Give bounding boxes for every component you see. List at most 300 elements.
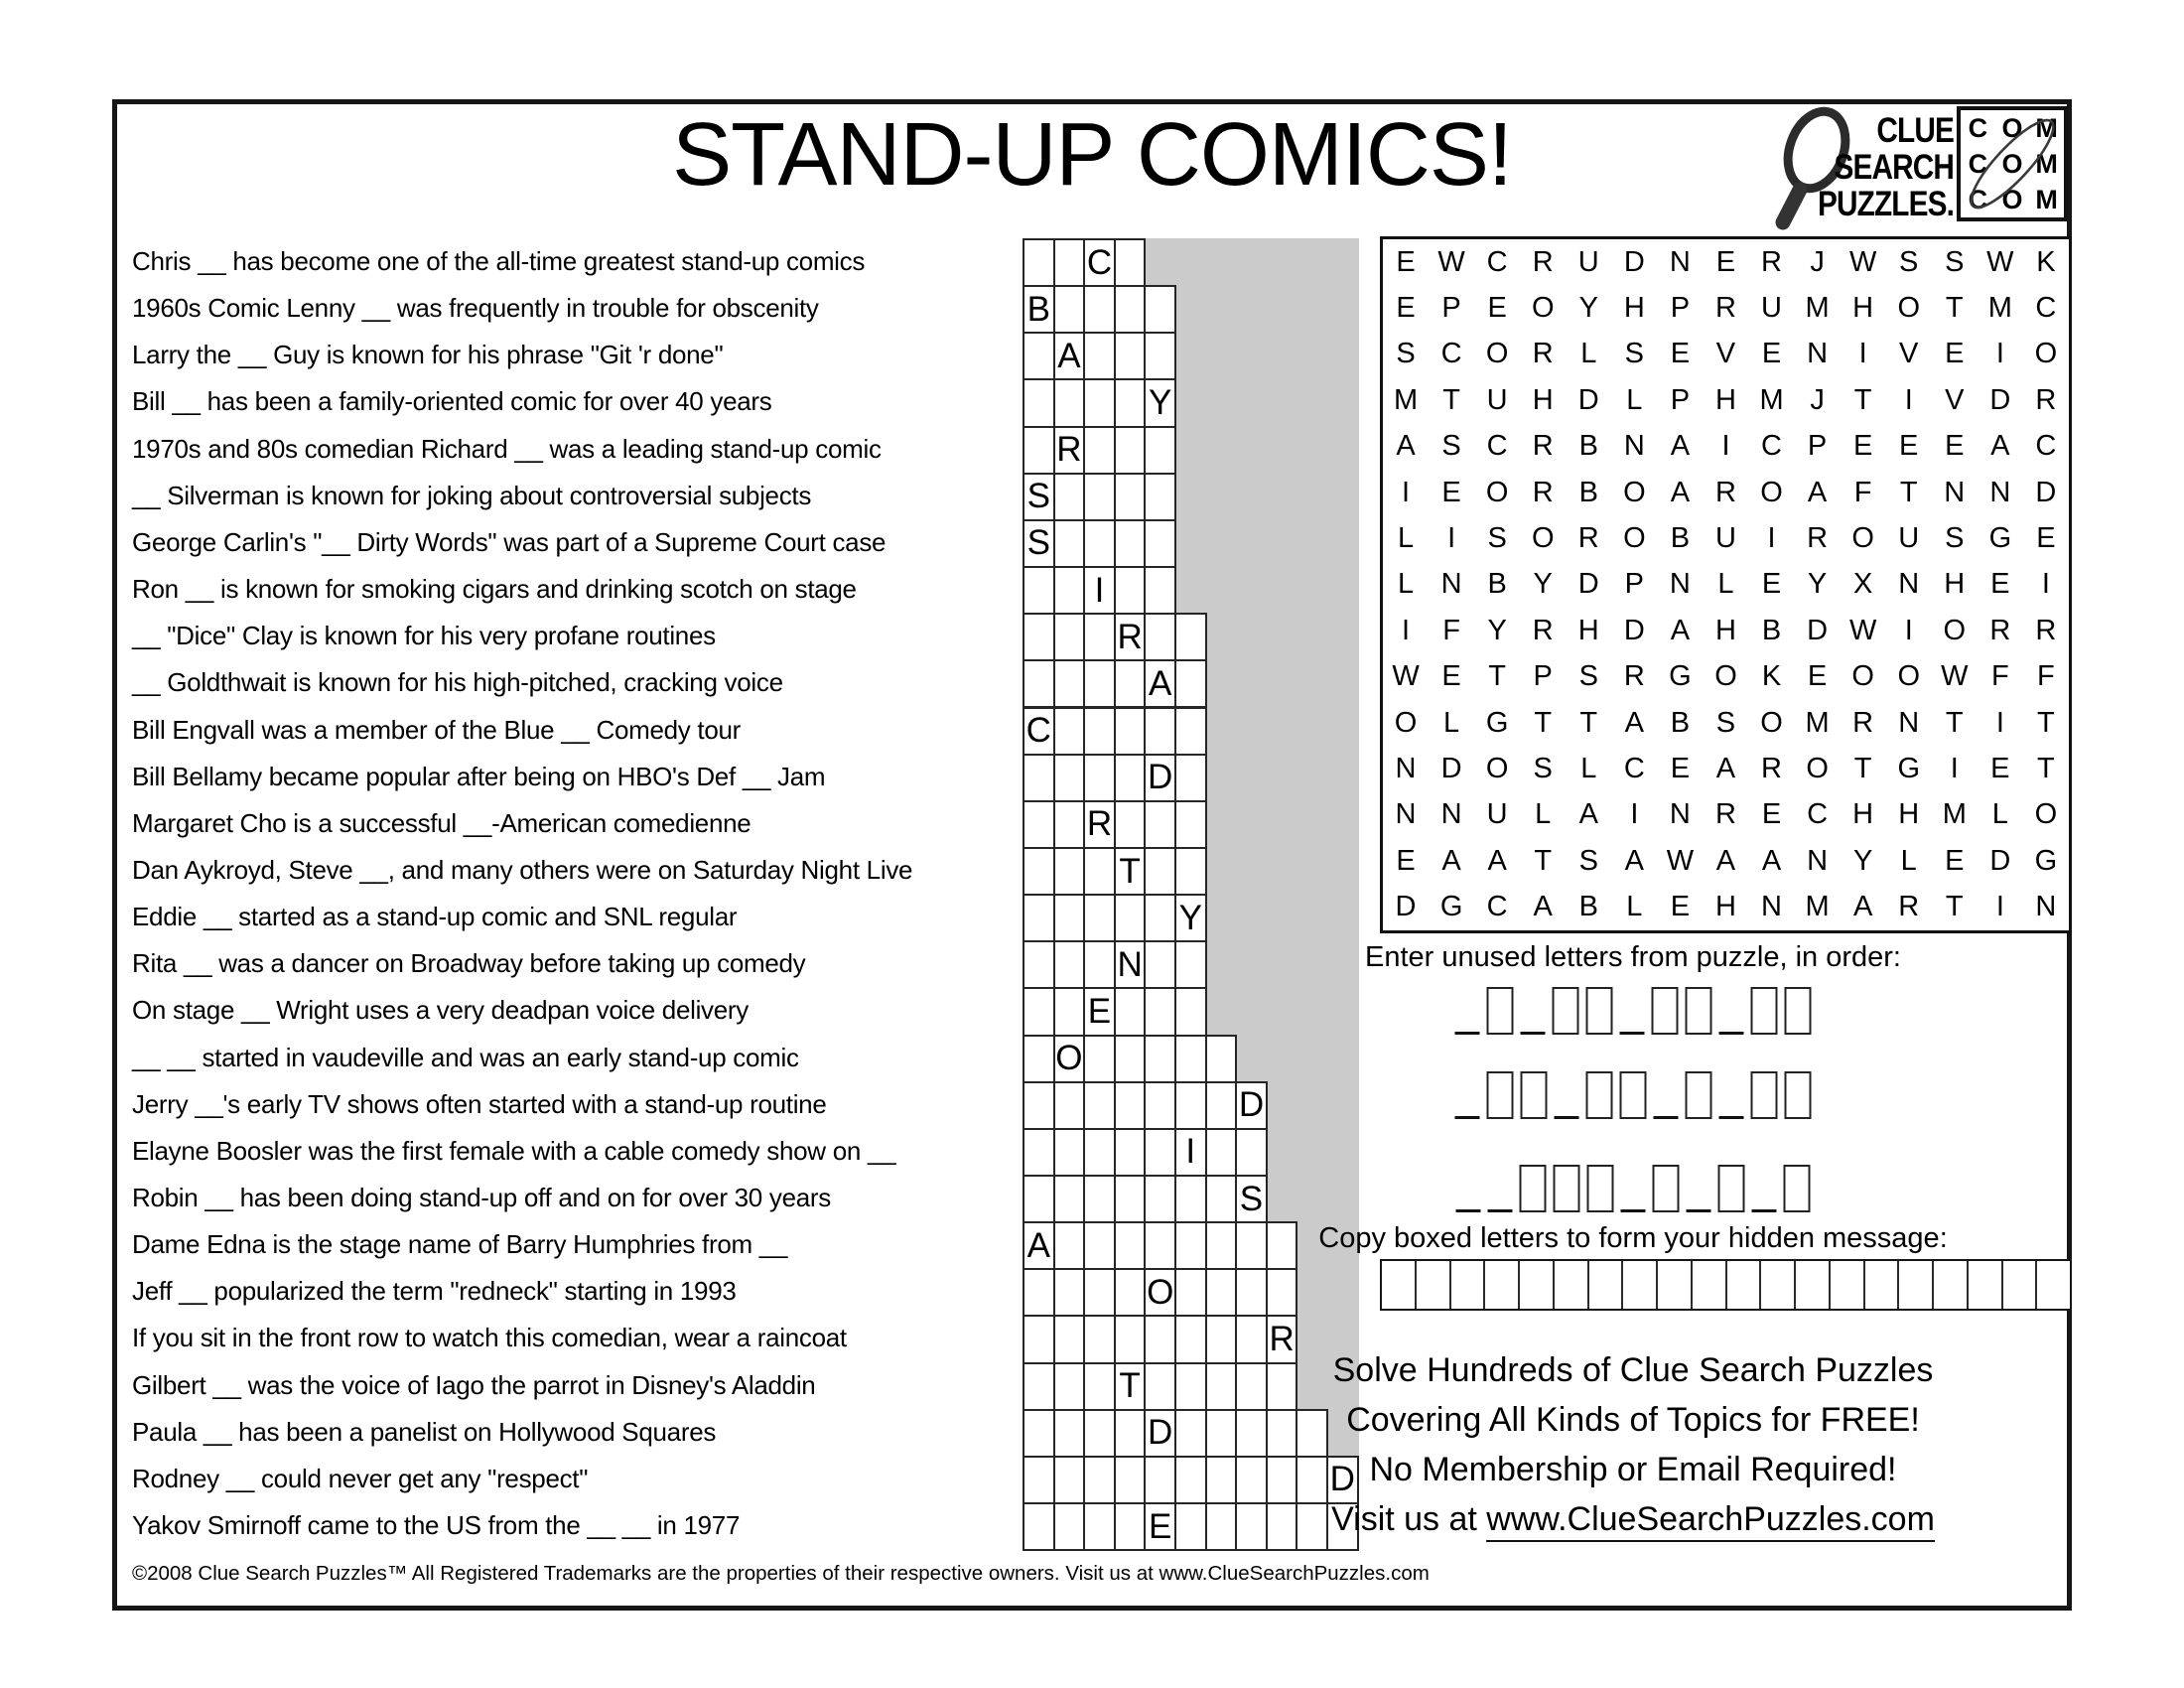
crossword-cell[interactable] <box>1083 847 1116 896</box>
crossword-cell[interactable] <box>1266 1315 1298 1363</box>
wordsearch-letter: N <box>1440 568 1462 601</box>
hidden-message-cell[interactable] <box>1623 1261 1658 1309</box>
crossword-cell[interactable] <box>1083 566 1116 615</box>
crossword-cell[interactable] <box>1023 378 1055 427</box>
crossword-cell[interactable] <box>1235 1221 1268 1270</box>
crossword-cell[interactable] <box>1235 1362 1268 1411</box>
boxed-letter-slot[interactable] <box>1751 987 1778 1035</box>
wordsearch-letter: A <box>1441 844 1461 877</box>
crossword-cell[interactable] <box>1114 1268 1147 1317</box>
crossword-cell[interactable] <box>1174 1502 1207 1551</box>
crossword-cell[interactable] <box>1053 332 1086 380</box>
wordsearch-letter: S <box>1899 245 1919 278</box>
boxed-letter-slot[interactable] <box>1785 987 1812 1035</box>
hidden-message-cell[interactable] <box>2003 1261 2038 1309</box>
crossword-cell[interactable] <box>1235 1315 1268 1363</box>
crossword-cell[interactable] <box>1174 1175 1207 1223</box>
crossword-cell[interactable] <box>1083 613 1116 661</box>
crossword-cell[interactable] <box>1114 987 1147 1036</box>
crossword-cell[interactable] <box>1023 1128 1055 1177</box>
crossword-cell[interactable] <box>1053 613 1086 661</box>
crossword-cell[interactable] <box>1205 1128 1238 1177</box>
crossword-cell[interactable] <box>1114 707 1147 756</box>
crossword-cell[interactable] <box>1053 378 1086 427</box>
wordsearch-letter: U <box>1486 798 1508 831</box>
crossword-cell[interactable] <box>1053 1128 1086 1177</box>
boxed-letter-slot[interactable] <box>1587 1165 1614 1212</box>
wordsearch-letter: U <box>1577 245 1599 278</box>
crossword-cell[interactable] <box>1053 1268 1086 1317</box>
crossword-cell[interactable] <box>1083 1035 1116 1083</box>
crossword-cell[interactable] <box>1205 1456 1238 1504</box>
crossword-cell[interactable] <box>1266 1221 1298 1270</box>
crossword-cell[interactable] <box>1023 754 1055 802</box>
crossword-cell[interactable] <box>1144 1221 1176 1270</box>
boxed-letter-slot[interactable] <box>1653 1165 1680 1212</box>
crossword-cell[interactable] <box>1174 1128 1207 1177</box>
crossword-cell[interactable] <box>1053 1315 1086 1363</box>
crossword-cell[interactable] <box>1296 1502 1328 1551</box>
crossword-cell[interactable] <box>1053 1456 1086 1504</box>
crossword-cell[interactable] <box>1144 1456 1176 1504</box>
crossword-cell[interactable] <box>1083 473 1116 521</box>
crossword-cell[interactable] <box>1144 566 1176 615</box>
wordsearch-letter: L <box>1397 568 1415 601</box>
wordsearch-letter: U <box>1761 292 1782 325</box>
crossword-cell[interactable] <box>1083 754 1116 802</box>
boxed-letter-slot[interactable] <box>1784 1165 1811 1212</box>
crossword-hint-letter: C <box>1025 711 1051 751</box>
crossword-cell[interactable] <box>1053 1409 1086 1458</box>
wordsearch-letter: I <box>1950 752 1959 784</box>
crossword-cell[interactable] <box>1174 1081 1207 1130</box>
hidden-message-cell[interactable] <box>1589 1261 1624 1309</box>
wordsearch-letter: E <box>1761 798 1782 831</box>
underscore-letter-slot[interactable] <box>1719 1071 1744 1119</box>
crossword-cell[interactable] <box>1144 1128 1176 1177</box>
crossword-cell[interactable] <box>1266 1409 1298 1458</box>
crossword-cell[interactable] <box>1144 754 1176 802</box>
crossword-cell[interactable] <box>1144 987 1176 1036</box>
crossword-cell[interactable] <box>1235 1409 1268 1458</box>
crossword-cell[interactable] <box>1174 894 1207 942</box>
wordsearch-letter: L <box>1717 568 1734 601</box>
crossword-cell[interactable] <box>1235 1268 1268 1317</box>
crossword-cell[interactable] <box>1205 1315 1238 1363</box>
crossword-cell[interactable] <box>1053 1175 1086 1223</box>
crossword-cell[interactable] <box>1083 1081 1116 1130</box>
crossword-cell[interactable] <box>1114 1221 1147 1270</box>
crossword-cell[interactable] <box>1114 940 1147 989</box>
crossword-cell[interactable] <box>1083 1362 1116 1411</box>
wordsearch-letter: L <box>1991 798 2008 831</box>
hidden-message-cell[interactable] <box>1555 1261 1589 1309</box>
crossword-cell[interactable] <box>1235 1175 1268 1223</box>
crossword-cell[interactable] <box>1023 940 1055 989</box>
wordsearch-letter: D <box>1989 844 2011 877</box>
wordsearch-letter: L <box>1397 522 1415 555</box>
crossword-cell[interactable] <box>1144 1502 1176 1551</box>
crossword-cell[interactable] <box>1266 1456 1298 1504</box>
wordsearch-letter: O <box>1485 476 1509 508</box>
crossword-cell[interactable] <box>1114 285 1147 334</box>
crossword-cell[interactable] <box>1083 1456 1116 1504</box>
crossword-cell[interactable] <box>1114 754 1147 802</box>
underscore-letter-slot[interactable] <box>1555 1071 1579 1119</box>
underscore-letter-slot[interactable] <box>1719 987 1744 1035</box>
hidden-message-cell[interactable] <box>1451 1261 1486 1309</box>
crossword-cell[interactable] <box>1144 1315 1176 1363</box>
crossword-cell[interactable] <box>1144 332 1176 380</box>
crossword-cell[interactable] <box>1114 847 1147 896</box>
crossword-cell[interactable] <box>1023 238 1055 287</box>
crossword-cell[interactable] <box>1053 285 1086 334</box>
crossword-cell[interactable] <box>1114 894 1147 942</box>
crossword-cell[interactable] <box>1023 1175 1055 1223</box>
crossword-cell[interactable] <box>1205 1035 1238 1083</box>
crossword-cell[interactable] <box>1114 473 1147 521</box>
wordsearch-letter: H <box>1714 383 1736 416</box>
crossword-cell[interactable] <box>1053 1502 1086 1551</box>
crossword-cell[interactable] <box>1205 1362 1238 1411</box>
crossword-cell[interactable] <box>1144 707 1176 756</box>
crossword-cell[interactable] <box>1174 1456 1207 1504</box>
crossword-cell[interactable] <box>1053 940 1086 989</box>
boxed-letter-slot[interactable] <box>1521 1071 1548 1119</box>
crossword-cell[interactable] <box>1144 285 1176 334</box>
crossword-cell[interactable] <box>1083 426 1116 475</box>
underscore-letter-slot[interactable] <box>1521 987 1546 1035</box>
crossword-cell[interactable] <box>1174 800 1207 849</box>
wordsearch-letter: M <box>1805 891 1830 923</box>
underscore-letter-slot[interactable] <box>1620 987 1645 1035</box>
wordsearch-letter: D <box>1395 891 1417 923</box>
crossword-cell[interactable] <box>1083 1221 1116 1270</box>
crossword-cell[interactable] <box>1266 1362 1298 1411</box>
wordsearch-letter: M <box>1942 798 1967 831</box>
boxed-letter-slot[interactable] <box>1620 1071 1647 1119</box>
crossword-cell[interactable] <box>1083 707 1116 756</box>
crossword-cell[interactable] <box>1053 473 1086 521</box>
wordsearch-letter: A <box>1807 476 1828 508</box>
crossword-cell[interactable] <box>1174 987 1207 1036</box>
crossword-cell[interactable] <box>1114 613 1147 661</box>
crossword-cell[interactable] <box>1023 566 1055 615</box>
crossword-cell[interactable] <box>1235 1502 1268 1551</box>
hidden-message-cell[interactable] <box>1761 1261 1796 1309</box>
crossword-cell[interactable] <box>1174 847 1207 896</box>
underscore-letter-slot[interactable] <box>1455 987 1480 1035</box>
crossword-cell[interactable] <box>1023 847 1055 896</box>
hidden-message-cell[interactable] <box>1969 1261 2003 1309</box>
crossword-cell[interactable] <box>1083 1128 1116 1177</box>
crossword-cell[interactable] <box>1114 1456 1147 1504</box>
crossword-cell[interactable] <box>1205 1409 1238 1458</box>
wordsearch-letter: C <box>2035 430 2057 463</box>
crossword-cell[interactable] <box>1023 894 1055 942</box>
hidden-message-cell[interactable] <box>2037 1261 2070 1309</box>
hidden-message-cell[interactable] <box>1899 1261 1934 1309</box>
hidden-message-cell[interactable] <box>1831 1261 1865 1309</box>
crossword-cell[interactable] <box>1174 1035 1207 1083</box>
crossword-cell[interactable] <box>1023 285 1055 334</box>
crossword-cell[interactable] <box>1023 519 1055 568</box>
wordsearch-letter: L <box>1580 752 1597 784</box>
boxed-letter-slot[interactable] <box>1686 987 1712 1035</box>
crossword-cell[interactable] <box>1174 613 1207 661</box>
crossword-cell[interactable] <box>1114 519 1147 568</box>
wordsearch-letter: N <box>1989 476 2011 508</box>
underscore-letter-slot[interactable] <box>1752 1165 1777 1212</box>
crossword-cell[interactable] <box>1114 1035 1147 1083</box>
crossword-cell[interactable] <box>1235 1081 1268 1130</box>
wordsearch-letter: S <box>1945 245 1965 278</box>
crossword-cell[interactable] <box>1144 894 1176 942</box>
crossword-cell[interactable] <box>1114 426 1147 475</box>
crossword-cell[interactable] <box>1023 1456 1055 1504</box>
website-link[interactable]: www.ClueSearchPuzzles.com <box>1486 1500 1935 1542</box>
crossword-cell[interactable] <box>1114 332 1147 380</box>
crossword-cell[interactable] <box>1266 1268 1298 1317</box>
crossword-cell[interactable] <box>1023 707 1055 756</box>
clue-line: Dame Edna is the stage name of Barry Humphries from __ <box>132 1229 788 1260</box>
boxed-letter-slot[interactable] <box>1554 1165 1580 1212</box>
crossword-cell[interactable] <box>1114 1128 1147 1177</box>
crossword-cell[interactable] <box>1053 238 1086 287</box>
crossword-cell[interactable] <box>1023 426 1055 475</box>
crossword-cell[interactable] <box>1296 1456 1328 1504</box>
clue-line: Robin __ has been doing stand-up off and on for over 30 years <box>132 1183 831 1212</box>
hidden-message-cell[interactable] <box>1796 1261 1831 1309</box>
wordsearch-letter: R <box>2035 614 2057 646</box>
hidden-message-cell[interactable] <box>1520 1261 1555 1309</box>
hidden-message-cell[interactable] <box>1485 1261 1520 1309</box>
crossword-cell[interactable] <box>1023 1221 1055 1270</box>
crossword-cell[interactable] <box>1083 1409 1116 1458</box>
crossword-cell[interactable] <box>1083 1315 1116 1363</box>
wordsearch-letter: T <box>1534 706 1553 739</box>
crossword-cell[interactable] <box>1053 1362 1086 1411</box>
crossword-cell[interactable] <box>1023 1409 1055 1458</box>
crossword-cell[interactable] <box>1053 894 1086 942</box>
boxed-letter-slot[interactable] <box>1520 1165 1547 1212</box>
underscore-letter-slot[interactable] <box>1687 1165 1711 1212</box>
crossword-cell[interactable] <box>1144 1362 1176 1411</box>
underscore-letter-slot[interactable] <box>1654 1071 1679 1119</box>
crossword-cell[interactable] <box>1144 426 1176 475</box>
crossword-cell[interactable] <box>1023 1268 1055 1317</box>
crossword-cell[interactable] <box>1114 566 1147 615</box>
clue-line: Bill __ has been a family-oriented comic for over 40 years <box>132 386 772 417</box>
clue-line: __ Goldthwait is known for his high-pitched, cracking voice <box>132 667 783 698</box>
crossword-cell[interactable] <box>1053 800 1086 849</box>
crossword-cell[interactable] <box>1083 659 1116 708</box>
clue-line: Dan Aykroyd, Steve __, and many others were on Saturday Night Live <box>132 854 913 885</box>
boxed-letter-slot[interactable] <box>1751 1071 1778 1119</box>
hidden-message-cell[interactable] <box>1417 1261 1451 1309</box>
wordsearch-letter: E <box>1899 430 1919 463</box>
crossword-cell[interactable] <box>1023 1315 1055 1363</box>
crossword-cell[interactable] <box>1144 1409 1176 1458</box>
boxed-letter-slot[interactable] <box>1487 987 1514 1035</box>
crossword-cell[interactable] <box>1144 519 1176 568</box>
boxed-letter-slot[interactable] <box>1553 987 1579 1035</box>
crossword-cell[interactable] <box>1053 659 1086 708</box>
crossword-cell[interactable] <box>1144 847 1176 896</box>
wordsearch-letter: M <box>1805 292 1830 325</box>
crossword-cell[interactable] <box>1053 1221 1086 1270</box>
crossword-cell[interactable] <box>1083 1268 1116 1317</box>
crossword-cell[interactable] <box>1114 238 1147 287</box>
wordsearch-letter: A <box>1852 891 1873 923</box>
crossword-cell[interactable] <box>1083 800 1116 849</box>
wordsearch-letter: G <box>2034 844 2058 877</box>
crossword-cell[interactable] <box>1235 1128 1268 1177</box>
clue-line: Rita __ was a dancer on Broadway before taking up comedy <box>132 948 806 979</box>
crossword-hint-letter: I <box>1094 570 1105 610</box>
crossword-cell[interactable] <box>1053 754 1086 802</box>
crossword-cell[interactable] <box>1144 940 1176 989</box>
crossword-cell[interactable] <box>1144 1035 1176 1083</box>
crossword-cell[interactable] <box>1053 1035 1086 1083</box>
crossword-cell[interactable] <box>1053 426 1086 475</box>
wordsearch-row <box>1383 239 2069 285</box>
crossword-cell[interactable] <box>1114 1081 1147 1130</box>
crossword-cell[interactable] <box>1144 613 1176 661</box>
crossword-cell[interactable] <box>1174 754 1207 802</box>
crossword-cell[interactable] <box>1205 1221 1238 1270</box>
wordsearch-letter: O <box>1623 476 1646 508</box>
crossword-cell[interactable] <box>1083 238 1116 287</box>
wordsearch-letter: O <box>1851 660 1874 693</box>
boxed-letter-slot[interactable] <box>1686 1071 1712 1119</box>
crossword-cell[interactable] <box>1174 707 1207 756</box>
crossword-cell[interactable] <box>1144 378 1176 427</box>
crossword-cell[interactable] <box>1053 987 1086 1036</box>
hidden-message-cell[interactable] <box>1865 1261 1900 1309</box>
crossword-cell[interactable] <box>1023 987 1055 1036</box>
crossword-cell[interactable] <box>1114 1315 1147 1363</box>
crossword-cell[interactable] <box>1053 707 1086 756</box>
crossword-cell[interactable] <box>1174 1221 1207 1270</box>
crossword-cell[interactable] <box>1023 613 1055 661</box>
wordsearch-row <box>1383 884 2069 929</box>
boxed-letter-slot[interactable] <box>1718 1165 1745 1212</box>
crossword-cell[interactable] <box>1114 1362 1147 1411</box>
crossword-cell[interactable] <box>1144 473 1176 521</box>
crossword-cell[interactable] <box>1235 1456 1268 1504</box>
crossword-cell[interactable] <box>1083 1175 1116 1223</box>
wordsearch-letter: C <box>1807 798 1829 831</box>
crossword-cell[interactable] <box>1205 1268 1238 1317</box>
crossword-cell[interactable] <box>1083 285 1116 334</box>
crossword-cell[interactable] <box>1023 1502 1055 1551</box>
crossword-cell[interactable] <box>1144 800 1176 849</box>
crossword-cell[interactable] <box>1023 473 1055 521</box>
crossword-cell[interactable] <box>1053 566 1086 615</box>
crossword-cell[interactable] <box>1114 800 1147 849</box>
hidden-message-cell[interactable] <box>1727 1261 1762 1309</box>
crossword-cell[interactable] <box>1174 940 1207 989</box>
underscore-letter-slot[interactable] <box>1488 1165 1513 1212</box>
crossword-hint-letter: Y <box>1149 383 1172 422</box>
crossword-cell[interactable] <box>1083 894 1116 942</box>
crossword-cell[interactable] <box>1144 659 1176 708</box>
crossword-cell[interactable] <box>1296 1409 1328 1458</box>
crossword-cell[interactable] <box>1174 1315 1207 1363</box>
crossword-cell[interactable] <box>1023 800 1055 849</box>
underscore-letter-slot[interactable] <box>1621 1165 1646 1212</box>
wordsearch-letter: W <box>1437 245 1465 278</box>
boxed-letter-slot[interactable] <box>1487 1071 1514 1119</box>
crossword-cell[interactable] <box>1205 1175 1238 1223</box>
wordsearch-letter: H <box>1532 383 1554 416</box>
crossword-cell[interactable] <box>1083 519 1116 568</box>
crossword-cell[interactable] <box>1114 1175 1147 1223</box>
crossword-cell[interactable] <box>1266 1502 1298 1551</box>
crossword-cell[interactable] <box>1053 1081 1086 1130</box>
wordsearch-letter: E <box>1761 338 1782 370</box>
wordsearch-letter: F <box>1442 614 1460 646</box>
crossword-cell[interactable] <box>1326 1456 1359 1504</box>
crossword-cell[interactable] <box>1205 1081 1238 1130</box>
crossword-cell[interactable] <box>1023 659 1055 708</box>
wordsearch-letter: I <box>1858 338 1867 370</box>
logo-com-letter: O <box>2001 148 2023 179</box>
boxed-letter-slot[interactable] <box>1652 987 1679 1035</box>
crossword-cell[interactable] <box>1174 1362 1207 1411</box>
wordsearch-letter: A <box>1624 706 1645 739</box>
underscore-letter-slot[interactable] <box>1456 1165 1481 1212</box>
hidden-message-cell[interactable] <box>1934 1261 1969 1309</box>
crossword-cell[interactable] <box>1023 1362 1055 1411</box>
crossword-cell[interactable] <box>1083 332 1116 380</box>
crossword-cell[interactable] <box>1083 1502 1116 1551</box>
crossword-cell[interactable] <box>1205 1502 1238 1551</box>
underscore-letter-slot[interactable] <box>1455 1071 1480 1119</box>
crossword-cell[interactable] <box>1174 659 1207 708</box>
crossword-cell[interactable] <box>1144 1081 1176 1130</box>
hidden-message-cell[interactable] <box>1658 1261 1693 1309</box>
boxed-letter-slot[interactable] <box>1586 1071 1613 1119</box>
boxed-letter-slot[interactable] <box>1586 987 1613 1035</box>
crossword-cell[interactable] <box>1023 1081 1055 1130</box>
crossword-cell[interactable] <box>1144 1268 1176 1317</box>
wordsearch-letter: H <box>1714 891 1736 923</box>
hidden-message-cell[interactable] <box>1382 1261 1417 1309</box>
crossword-cell[interactable] <box>1114 1502 1147 1551</box>
crossword-cell[interactable] <box>1053 847 1086 896</box>
hidden-message-cell[interactable] <box>1693 1261 1727 1309</box>
crossword-cell[interactable] <box>1023 332 1055 380</box>
crossword-cell[interactable] <box>1083 378 1116 427</box>
crossword-cell[interactable] <box>1053 519 1086 568</box>
crossword-cell[interactable] <box>1083 940 1116 989</box>
crossword-cell[interactable] <box>1114 378 1147 427</box>
wordsearch-letter: A <box>1396 430 1416 463</box>
crossword-cell[interactable] <box>1174 1409 1207 1458</box>
crossword-cell[interactable] <box>1144 1175 1176 1223</box>
crossword-cell[interactable] <box>1114 659 1147 708</box>
wordsearch-row <box>1383 838 2069 884</box>
wordsearch-letter: R <box>2035 383 2057 416</box>
crossword-cell[interactable] <box>1174 1268 1207 1317</box>
wordsearch-letter: S <box>1487 522 1507 555</box>
crossword-cell[interactable] <box>1114 1409 1147 1458</box>
crossword-cell[interactable] <box>1023 1035 1055 1083</box>
boxed-letter-slot[interactable] <box>1785 1071 1812 1119</box>
crossword-cell[interactable] <box>1083 987 1116 1036</box>
